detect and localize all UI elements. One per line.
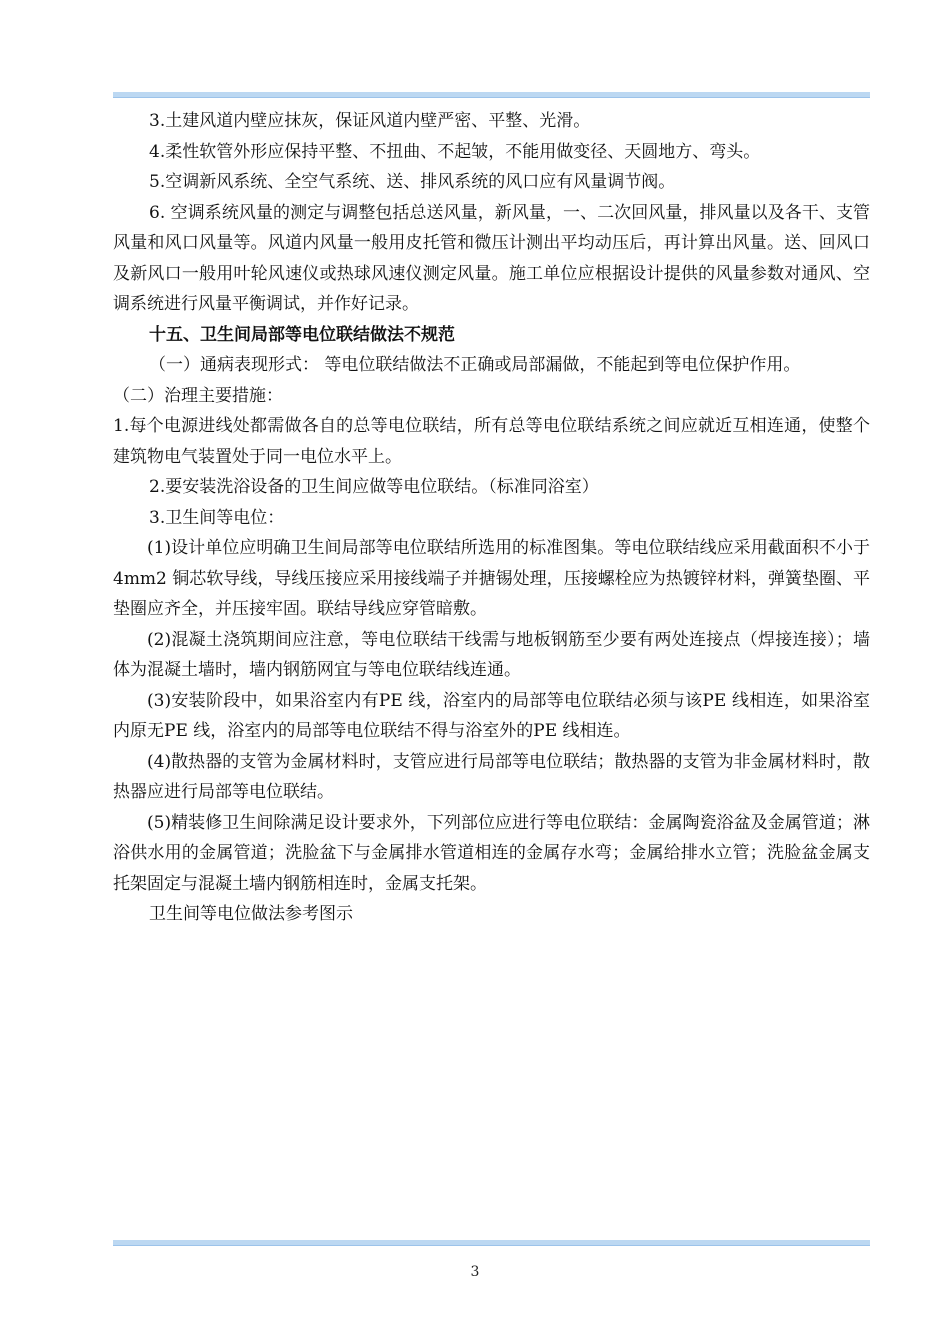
measure-item-1: 1.每个电源进线处都需做各自的总等电位联结，所有总等电位联结系统之间应就近互相连通，使整个建筑物电气装置处于同一电位水平上。 [113,416,870,467]
sub-item-5: (5)精装修卫生间除满足设计要求外，下列部位应进行等电位联结：金属陶瓷浴盆及金属管道；淋浴供水用的金属管道；洗脸盆下与金属排水管道相连的金属存水弯；金属给排水立管；洗脸盆金属支托架固定与混凝土墙内钢筋相连时，金属支托架。 [113,812,870,894]
footer-rule [113,1240,870,1246]
document-body [113,106,870,930]
measures-label: （二）治理主要措施： [113,385,283,406]
figure-caption: 卫生间等电位做法参考图示 [149,904,353,924]
sub-item-4: (4)散热器的支管为金属材料时，支管应进行局部等电位联结；散热器的支管为非金属材料时，散热器应进行局部等电位联结。 [113,751,870,802]
paragraph-item-5: 5.空调新风系统、全空气系统、送、排风系统的风口应有风量调节阀。 [149,172,676,192]
symptom-paragraph: （一）通病表现形式： 等电位联结做法不正确或局部漏做，不能起到等电位保护作用。 [149,355,801,375]
sub-item-3: (3)安装阶段中，如果浴室内有PE 线，浴室内的局部等电位联结必须与该PE 线相连，如果浴室内原无PE 线，浴室内的局部等电位联结不得与浴室外的PE 线相连。 [113,690,870,741]
page-number: 3 [470,1264,480,1280]
measure-item-2: 2.要安装洗浴设备的卫生间应做等电位联结。（标准同浴室） [149,477,599,497]
sub-item-1: (1)设计单位应明确卫生间局部等电位联结所选用的标准图集。等电位联结线应采用截面积不小于4mm2 铜芯软导线，导线压接应采用接线端子并搪锡处理，压接螺栓应为热镀锌材料，弹簧垫圈、平垫圈应齐全，并压接牢固。联结导线应穿管暗敷。 [113,538,870,619]
paragraph-item-4: 4.柔性软管外形应保持平整、不扭曲、不起皱，不能用做变径、天圆地方、弯头。 [149,141,761,162]
measure-item-3: 3.卫生间等电位： [149,507,285,528]
section-heading: 十五、卫生间局部等电位联结做法不规范 [149,324,455,345]
paragraph-item-6: 6. 空调系统风量的测定与调整包括总送风量，新风量，一、二次回风量，排风量以及各干、支管风量和风口风量等。风道内风量一般用皮托管和微压计测出平均动压后，再计算出风量。送、回风口及新风口一般用叶轮风速仪或热球风速仪测定风量。施工单位应根据设计提供的风量参数对通风、空调系统进行风量平衡调试，并作好记录。 [113,202,870,314]
sub-item-2: (2)混凝土浇筑期间应注意，等电位联结干线需与地板钢筋至少要有两处连接点（焊接连接）；墙体为混凝土墙时，墙内钢筋网宜与等电位联结线连通。 [113,629,870,680]
header-rule [113,92,870,98]
paragraph-item-3: 3.土建风道内壁应抹灰，保证风道内壁严密、平整、光滑。 [149,111,591,131]
